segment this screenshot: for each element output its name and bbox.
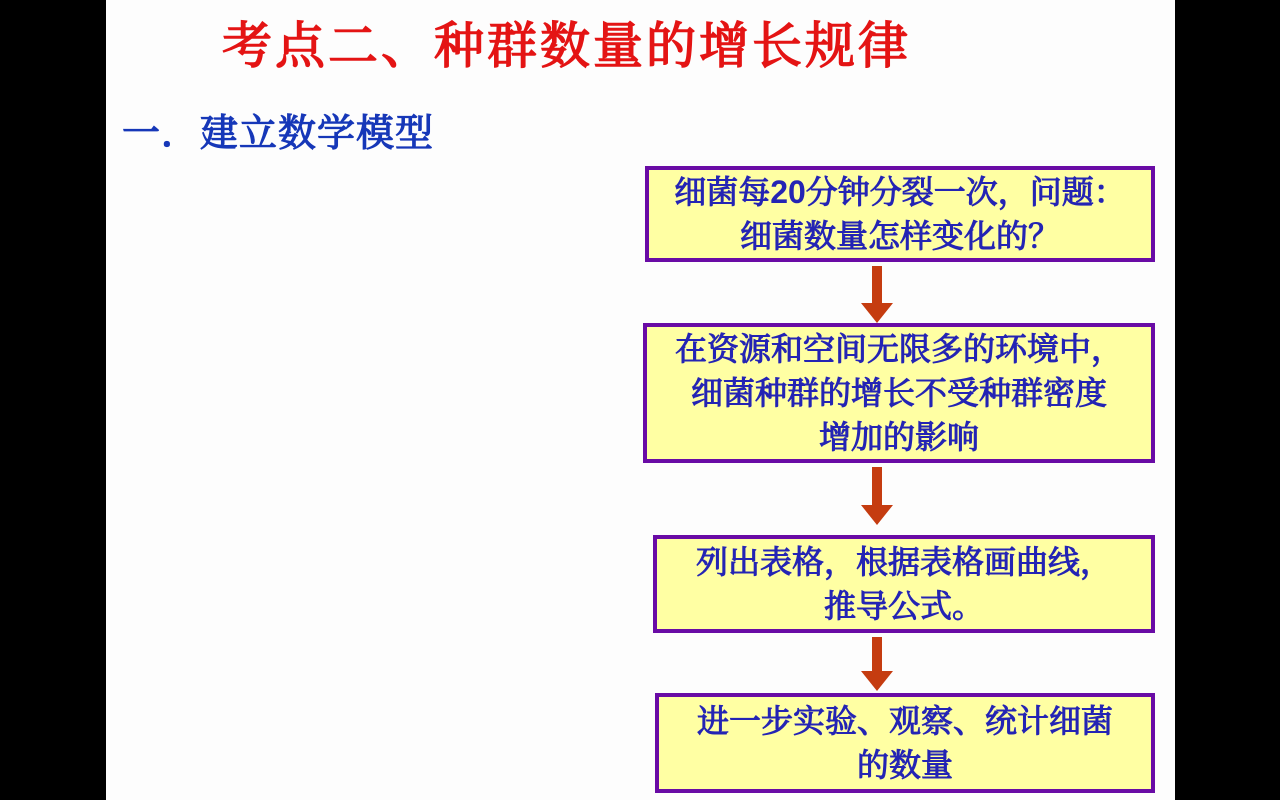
- flow-box-line: 细菌数量怎样变化的？: [739, 218, 1060, 254]
- slide-subtitle: 一．建立数学模型: [122, 113, 435, 155]
- letterbox-right: [1175, 0, 1280, 800]
- flow-box-question: [645, 166, 1155, 262]
- flow-box-line: 在资源和空间无限多的环境中，: [674, 331, 1123, 367]
- flow-box-line: 进一步实验、观察、统计细菌: [696, 703, 1113, 739]
- flow-box-line: 推导公式。: [823, 588, 984, 624]
- arrow-stem: [872, 266, 882, 303]
- slide-title: 考点二、种群数量的增长规律: [222, 18, 911, 74]
- arrow-head: [861, 303, 893, 323]
- arrow-stem: [872, 467, 882, 505]
- down-arrow-icon: [861, 467, 893, 525]
- arrow-head: [861, 671, 893, 691]
- down-arrow-icon: [861, 266, 893, 323]
- arrow-stem: [872, 637, 882, 671]
- flow-box-line: 细菌种群的增长不受种群密度: [690, 375, 1107, 411]
- flow-box-assumption: [643, 323, 1155, 463]
- flow-box-line: 细菌每20分钟分裂一次，问题：: [674, 174, 1126, 210]
- arrow-head: [861, 505, 893, 525]
- flow-box-table-curve: [653, 535, 1155, 633]
- flow-box-line: 列出表格，根据表格画曲线，: [695, 544, 1112, 580]
- flow-box-experiment: [655, 693, 1155, 793]
- flow-box-line: 的数量: [856, 747, 953, 783]
- flow-box-line: 增加的影响: [818, 419, 979, 455]
- down-arrow-icon: [861, 637, 893, 691]
- letterbox-left: [0, 0, 106, 800]
